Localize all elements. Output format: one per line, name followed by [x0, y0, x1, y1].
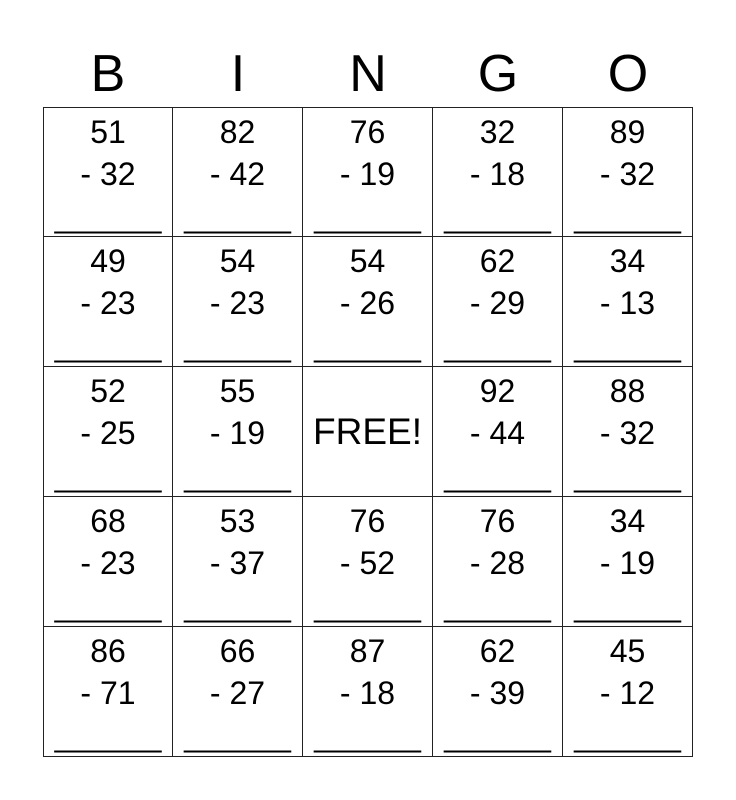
- bingo-cell: [563, 627, 693, 757]
- bingo-cell: [563, 497, 693, 627]
- bingo-cell: [43, 237, 173, 367]
- bingo-cell: [43, 497, 173, 627]
- header-letter-g: G: [477, 45, 519, 103]
- cell-subtrahend: - 42: [209, 156, 266, 192]
- cell-subtrahend: - 32: [599, 156, 656, 192]
- cell-minuend: 34: [609, 243, 646, 279]
- header-letter-i: I: [230, 45, 246, 103]
- cell-answer-blank: ______: [184, 587, 291, 623]
- bingo-cell: [43, 367, 173, 497]
- cell-subtrahend: - 25: [80, 415, 136, 451]
- cell-subtrahend: - 13: [599, 285, 656, 321]
- cell-minuend: 49: [90, 243, 126, 279]
- cell-subtrahend: - 32: [80, 156, 136, 192]
- cell-subtrahend: - 29: [469, 285, 526, 321]
- header-letter-n: N: [349, 45, 387, 103]
- cell-answer-blank: ______: [574, 327, 681, 363]
- cell-answer-blank: ______: [314, 587, 421, 623]
- cell-subtrahend: - 19: [339, 156, 396, 192]
- bingo-cell: [433, 237, 563, 367]
- free-space-label: FREE!: [313, 410, 422, 452]
- bingo-cell: [433, 627, 563, 757]
- cell-subtrahend: - 71: [80, 675, 136, 711]
- cell-minuend: 82: [219, 114, 256, 150]
- bingo-cell: [303, 497, 433, 627]
- cell-minuend: 52: [90, 373, 126, 409]
- bingo-cell: [173, 367, 303, 497]
- cell-answer-blank: ______: [184, 457, 291, 493]
- cell-subtrahend: - 44: [469, 415, 526, 451]
- cell-minuend: 54: [349, 243, 386, 279]
- cell-minuend: 54: [219, 243, 256, 279]
- cell-answer-blank: ______: [54, 198, 162, 234]
- cell-minuend: 45: [609, 633, 646, 669]
- cell-minuend: 32: [479, 114, 516, 150]
- cell-answer-blank: ______: [54, 327, 162, 363]
- cell-minuend: 87: [349, 633, 386, 669]
- bingo-cell: [303, 237, 433, 367]
- cell-answer-blank: ______: [54, 457, 162, 493]
- cell-subtrahend: - 23: [80, 285, 136, 321]
- cell-minuend: 62: [479, 243, 516, 279]
- bingo-cell: [173, 627, 303, 757]
- bingo-card-grid: [43, 107, 693, 757]
- cell-answer-blank: ______: [314, 717, 421, 753]
- bingo-cell: [173, 237, 303, 367]
- cell-minuend: 86: [90, 633, 126, 669]
- cell-answer-blank: ______: [54, 717, 162, 753]
- cell-subtrahend: - 39: [469, 675, 526, 711]
- bingo-cell: [173, 497, 303, 627]
- cell-subtrahend: - 27: [209, 675, 266, 711]
- cell-subtrahend: - 37: [209, 545, 266, 581]
- cell-answer-blank: ______: [444, 587, 551, 623]
- cell-answer-blank: ______: [444, 457, 551, 493]
- cell-answer-blank: ______: [314, 327, 421, 363]
- cell-subtrahend: - 52: [339, 545, 396, 581]
- cell-minuend: 92: [479, 373, 516, 409]
- bingo-cell: [563, 107, 693, 237]
- cell-answer-blank: ______: [314, 198, 421, 234]
- bingo-cell: [563, 237, 693, 367]
- cell-minuend: 34: [609, 503, 646, 539]
- bingo-cell: [43, 627, 173, 757]
- cell-minuend: 51: [90, 114, 126, 150]
- cell-answer-blank: ______: [184, 198, 291, 234]
- header-letter-o: O: [607, 45, 649, 103]
- cell-subtrahend: - 32: [599, 415, 656, 451]
- bingo-cell: [563, 367, 693, 497]
- cell-subtrahend: - 19: [599, 545, 656, 581]
- cell-answer-blank: ______: [574, 587, 681, 623]
- cell-subtrahend: - 18: [339, 675, 396, 711]
- cell-minuend: 66: [219, 633, 256, 669]
- free-space-cell: [303, 367, 433, 497]
- cell-minuend: 76: [479, 503, 516, 539]
- cell-subtrahend: - 26: [339, 285, 396, 321]
- header-letter-b: B: [90, 45, 126, 103]
- cell-minuend: 68: [90, 503, 126, 539]
- cell-subtrahend: - 23: [80, 545, 136, 581]
- bingo-header: [43, 42, 693, 106]
- bingo-cell: [43, 107, 173, 237]
- bingo-cell: [303, 627, 433, 757]
- cell-minuend: 76: [349, 503, 386, 539]
- cell-subtrahend: - 19: [209, 415, 266, 451]
- cell-minuend: 53: [219, 503, 256, 539]
- bingo-cell: [433, 367, 563, 497]
- cell-answer-blank: ______: [574, 457, 681, 493]
- cell-answer-blank: ______: [184, 327, 291, 363]
- cell-answer-blank: ______: [444, 327, 551, 363]
- cell-answer-blank: ______: [184, 717, 291, 753]
- bingo-cell: [433, 497, 563, 627]
- bingo-cell: [303, 107, 433, 237]
- cell-minuend: 88: [609, 373, 646, 409]
- cell-subtrahend: - 28: [469, 545, 526, 581]
- cell-minuend: 89: [609, 114, 646, 150]
- cell-answer-blank: ______: [444, 717, 551, 753]
- cell-subtrahend: - 18: [469, 156, 526, 192]
- bingo-cell: [433, 107, 563, 237]
- cell-minuend: 76: [349, 114, 386, 150]
- cell-answer-blank: ______: [574, 717, 681, 753]
- bingo-cell: [173, 107, 303, 237]
- cell-answer-blank: ______: [444, 198, 551, 234]
- cell-answer-blank: ______: [54, 587, 162, 623]
- cell-answer-blank: ______: [574, 198, 681, 234]
- cell-subtrahend: - 12: [599, 675, 656, 711]
- cell-minuend: 62: [479, 633, 516, 669]
- cell-subtrahend: - 23: [209, 285, 266, 321]
- cell-minuend: 55: [219, 373, 256, 409]
